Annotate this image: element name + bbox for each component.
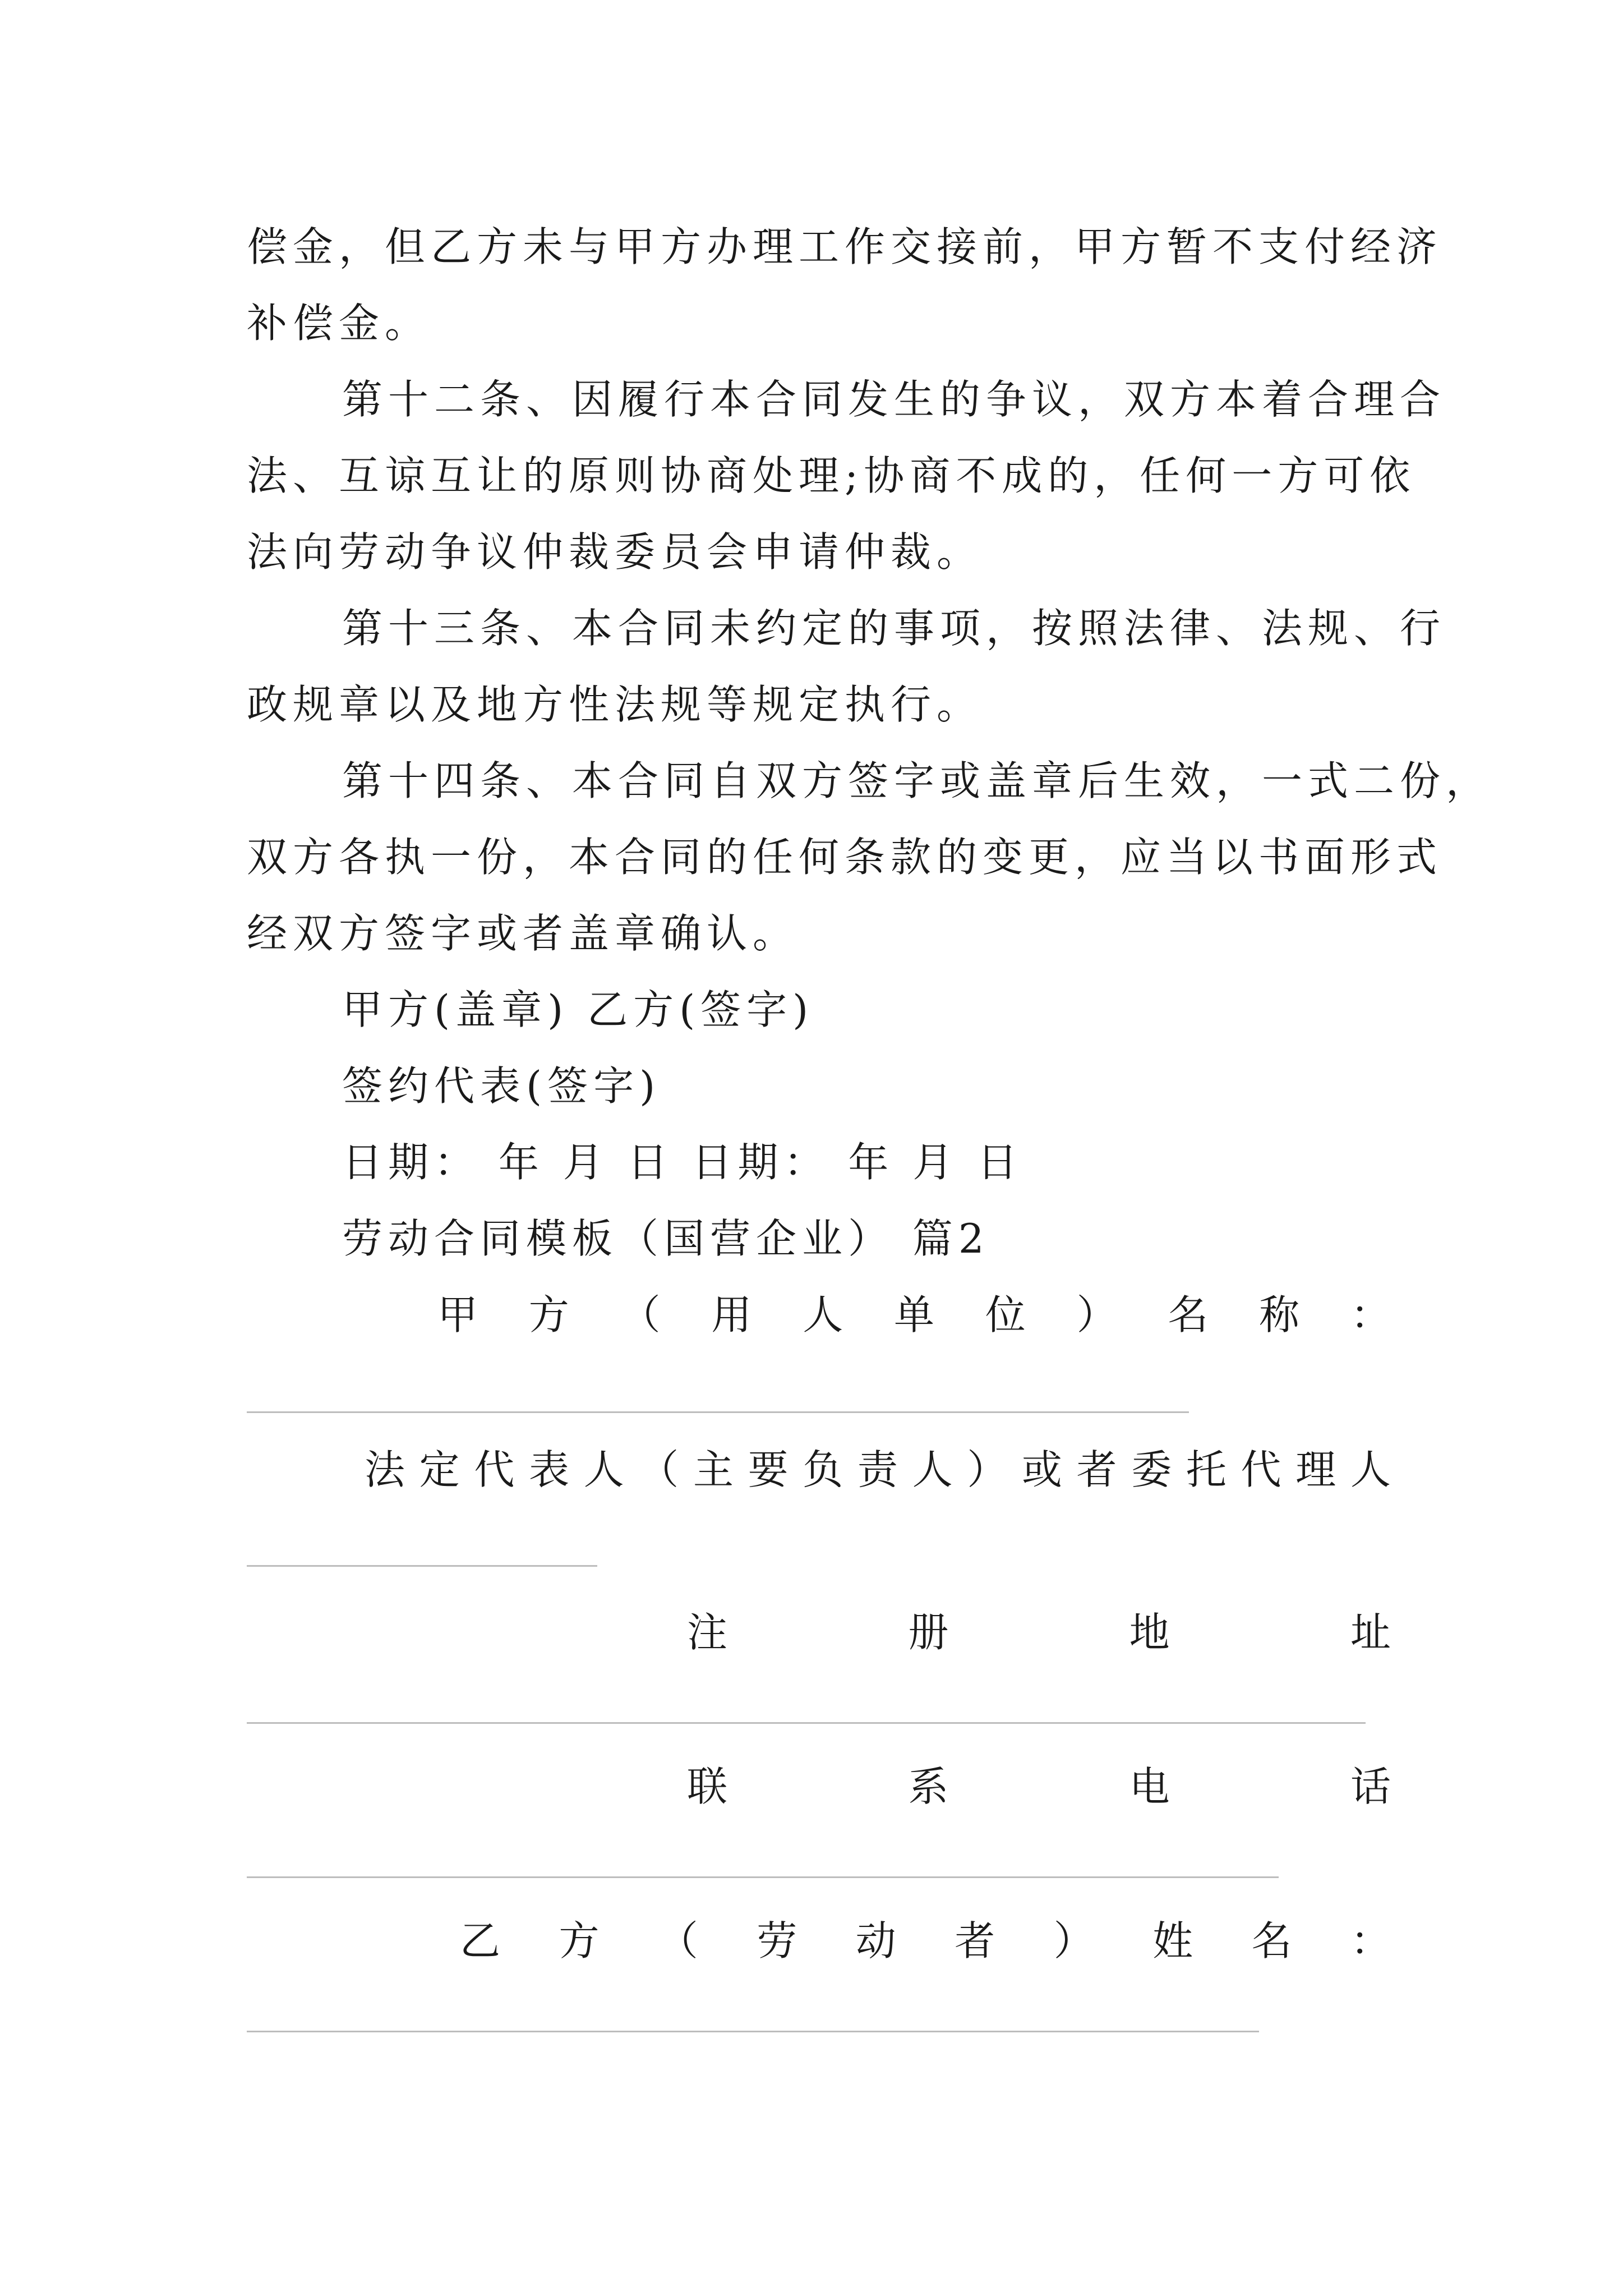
label-char: 代 <box>1241 1446 1281 1493</box>
paragraph-line: 补偿金。 <box>247 300 431 347</box>
label-char: （ <box>638 1446 679 1493</box>
label-char: 人 <box>1350 1446 1391 1493</box>
label-char: 劳 <box>757 1917 797 1964</box>
section-title: 劳动合同模板（国营企业） 篇2 <box>342 1215 990 1262</box>
label-char: 用 <box>711 1291 752 1338</box>
label-char: 乙 <box>460 1917 501 1964</box>
label-char: 责 <box>857 1446 898 1493</box>
label-char: 册 <box>908 1609 949 1656</box>
signature-date: 日期： 年 月 日 日期： 年 月 日 <box>342 1139 1023 1186</box>
label-char: 理 <box>1295 1446 1336 1493</box>
label-char: 表 <box>528 1446 569 1493</box>
label-char: 者 <box>955 1917 995 1964</box>
address-label <box>687 1593 1391 1672</box>
label-char: 委 <box>1131 1446 1172 1493</box>
label-char: 主 <box>693 1446 734 1493</box>
legal-rep-label <box>365 1430 1391 1509</box>
label-char: 者 <box>1076 1446 1117 1493</box>
label-char: 姓 <box>1152 1917 1193 1964</box>
worker-name-blank <box>247 2031 1259 2032</box>
label-char: 或 <box>1021 1446 1062 1493</box>
label-char: 人 <box>803 1291 843 1338</box>
label-char: 动 <box>855 1917 896 1964</box>
phone-label <box>687 1747 1391 1826</box>
label-char: 注 <box>687 1609 728 1656</box>
label-char: 方 <box>559 1917 600 1964</box>
label-char: （ <box>620 1291 661 1338</box>
employer-name-blank <box>247 1411 1189 1413</box>
label-char: 址 <box>1350 1609 1391 1656</box>
label-char: 话 <box>1350 1763 1391 1810</box>
label-char: 定 <box>419 1446 460 1493</box>
label-char: 位 <box>985 1291 1026 1338</box>
article-12-line: 法、互谅互让的原则协商处理;协商不成的，任何一方可依 <box>247 452 1416 499</box>
label-char: ） <box>1076 1291 1117 1338</box>
article-13-line: 政规章以及地方性法规等规定执行。 <box>247 681 983 728</box>
article-14-line: 经双方签字或者盖章确认。 <box>247 910 799 957</box>
label-char: 地 <box>1129 1609 1170 1656</box>
label-char: 单 <box>893 1291 934 1338</box>
label-char: ） <box>967 1446 1008 1493</box>
label-char: 代 <box>474 1446 515 1493</box>
phone-blank <box>247 1876 1279 1878</box>
label-char: 要 <box>748 1446 789 1493</box>
label-char: 电 <box>1129 1763 1170 1810</box>
article-14-line: 第十四条、本合同自双方签字或盖章后生效，一式二份， <box>342 757 1492 804</box>
label-char: 系 <box>908 1763 949 1810</box>
label-char: 方 <box>528 1291 569 1338</box>
label-char: ） <box>1053 1917 1094 1964</box>
article-14-line: 双方各执一份，本合同的任何条款的变更，应当以书面形式 <box>247 834 1443 881</box>
label-char: 法 <box>365 1446 405 1493</box>
article-12-line: 法向劳动争议仲裁委员会申请仲裁。 <box>247 528 983 576</box>
article-13-line: 第十三条、本合同未约定的事项，按照法律、法规、行 <box>342 605 1446 652</box>
label-char: 人 <box>912 1446 953 1493</box>
signature-representative: 签约代表(签字) <box>342 1062 661 1110</box>
label-char: 甲 <box>437 1291 478 1338</box>
label-char: ： <box>1350 1917 1391 1964</box>
article-12-line: 第十二条、因履行本合同发生的争议，双方本着合理合 <box>342 376 1446 423</box>
label-char: 负 <box>803 1446 843 1493</box>
employer-name-label <box>437 1276 1391 1354</box>
address-blank <box>247 1722 1366 1724</box>
label-char: 联 <box>687 1763 728 1810</box>
label-char: 名 <box>1251 1917 1292 1964</box>
legal-rep-blank <box>247 1565 597 1567</box>
worker-name-label <box>460 1902 1391 1980</box>
label-char: 托 <box>1186 1446 1227 1493</box>
label-char: 名 <box>1168 1291 1209 1338</box>
paragraph-line: 偿金，但乙方未与甲方办理工作交接前，甲方暂不支付经济 <box>247 223 1443 270</box>
signature-parties: 甲方(盖章) 乙方(签字) <box>342 986 814 1033</box>
label-char: 称 <box>1259 1291 1300 1338</box>
label-char: ： <box>1350 1291 1391 1338</box>
label-char: （ <box>657 1917 698 1964</box>
label-char: 人 <box>583 1446 624 1493</box>
